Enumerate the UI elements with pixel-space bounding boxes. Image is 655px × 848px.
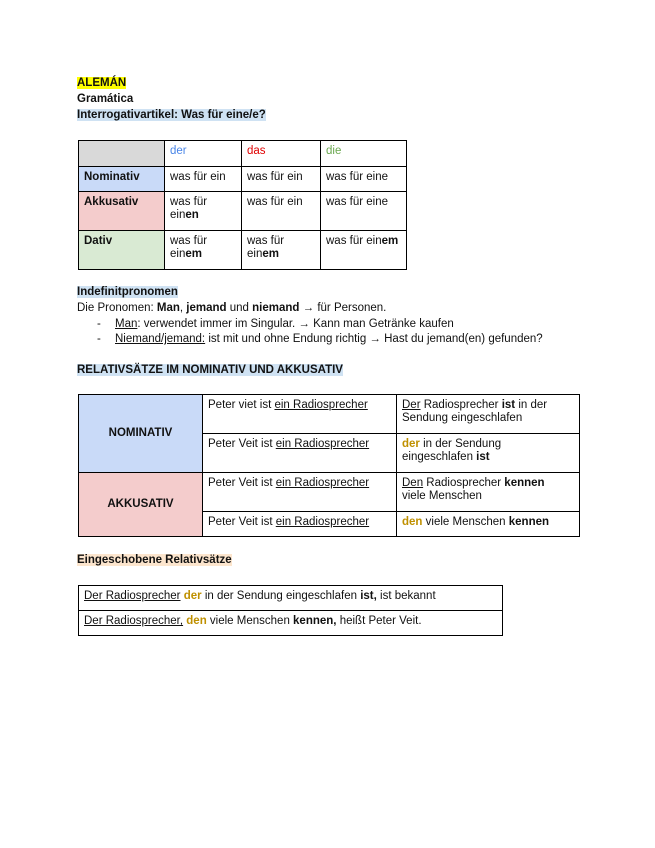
embedded-sentence-2: Der Radiosprecher, den viele Menschen kennen, heißt Peter Veit.	[79, 611, 503, 636]
table-row	[79, 192, 407, 231]
cell-akk-der: was für einen	[165, 192, 242, 231]
case-akkusativ: Akkusativ	[79, 192, 165, 231]
table-row	[79, 231, 407, 270]
cell-dat-die: was für einem	[321, 231, 407, 270]
indefinite-intro: Die Pronomen: Man, jemand und niemand → für Personen.	[77, 302, 387, 314]
header-das: das	[242, 141, 321, 167]
cell-akk-das: was für ein	[242, 192, 321, 231]
embedded-clause-table	[78, 585, 503, 636]
embedded-sentence-1: Der Radiosprecher der in der Sendung eingeschlafen ist, ist bekannt	[79, 586, 503, 611]
interrogative-table	[78, 140, 407, 270]
indefinite-heading: Indefinitpronomen	[77, 286, 178, 298]
cell-nom-der: was für ein	[165, 167, 242, 192]
header-der: der	[165, 141, 242, 167]
header-empty-cell	[79, 141, 165, 167]
akk-right-1: Den Radiosprecher kennen viele Menschen	[397, 473, 580, 512]
language-title: ALEMÁN	[77, 77, 127, 89]
relative-heading: RELATIVSÄTZE IM NOMINATIV UND AKKUSATIV	[77, 364, 343, 376]
case-nominativ: Nominativ	[79, 167, 165, 192]
nom-left-1: Peter viet ist ein Radiosprecher	[203, 395, 397, 434]
akk-right-2: den viele Menschen kennen	[397, 512, 580, 537]
relative-clause-table	[78, 394, 580, 537]
table-header-row	[79, 141, 407, 167]
nominativ-label: NOMINATIV	[79, 395, 203, 473]
embedded-heading: Eingeschobene Relativsätze	[77, 554, 232, 566]
subject-title: Gramática	[77, 93, 134, 105]
table-row	[79, 167, 407, 192]
cell-dat-der: was für einem	[165, 231, 242, 270]
case-dativ: Dativ	[79, 231, 165, 270]
header-die: die	[321, 141, 407, 167]
topic-title: Interrogativartikel: Was für eine/e?	[77, 109, 266, 121]
akkusativ-label: AKKUSATIV	[79, 473, 203, 537]
akk-left-1: Peter Veit ist ein Radiosprecher	[203, 473, 397, 512]
cell-nom-das: was für ein	[242, 167, 321, 192]
table-row	[79, 586, 503, 611]
nom-right-1: Der Radiosprecher ist in der Sendung eingeschlafen	[397, 395, 580, 434]
list-item: - Niemand/jemand: ist mit und ohne Endung richtig → Hast du jemand(en) gefunden?	[97, 333, 543, 345]
nom-left-2: Peter Veit ist ein Radiosprecher	[203, 434, 397, 473]
akk-left-2: Peter Veit ist ein Radiosprecher	[203, 512, 397, 537]
table-row	[79, 395, 580, 434]
list-item: - Man: verwendet immer im Singular. → Kann man Getränke kaufen	[97, 318, 454, 330]
cell-akk-die: was für eine	[321, 192, 407, 231]
table-row	[79, 473, 580, 512]
table-row	[79, 611, 503, 636]
cell-dat-das: was für einem	[242, 231, 321, 270]
cell-nom-die: was für eine	[321, 167, 407, 192]
nom-right-2: der in der Sendung eingeschlafen ist	[397, 434, 580, 473]
